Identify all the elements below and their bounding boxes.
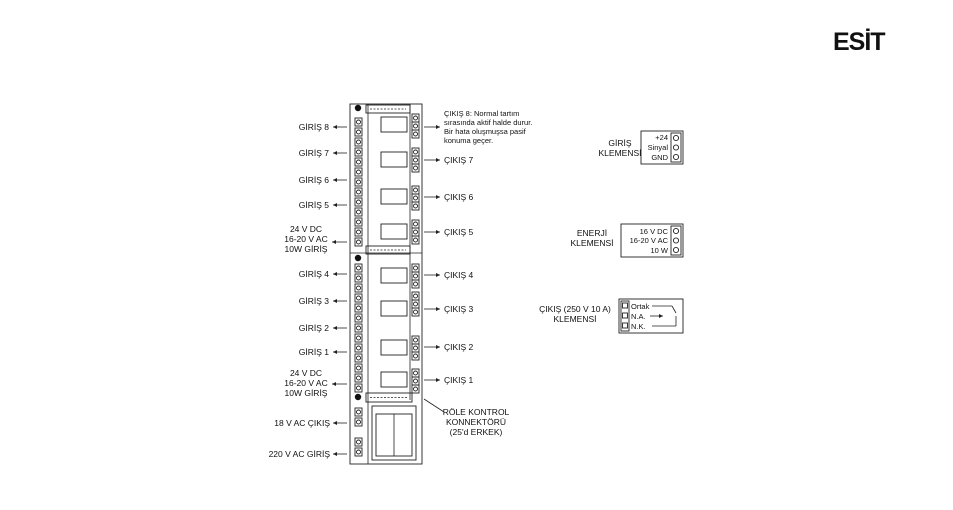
relay-connector-line3: (25'd ERKEK) bbox=[449, 427, 503, 437]
screw-head bbox=[414, 150, 418, 154]
screw-head bbox=[357, 386, 361, 390]
input-label-6: GİRİŞ 3 bbox=[298, 296, 329, 306]
screw-head bbox=[414, 188, 418, 192]
screw-terminal bbox=[355, 324, 362, 332]
power-bottom-line1: 24 V DC bbox=[289, 368, 323, 378]
screw-head bbox=[357, 356, 361, 360]
input-terminal-title2: KLEMENSİ bbox=[598, 148, 642, 158]
input-label-8: GİRİŞ 1 bbox=[298, 347, 329, 357]
input-terminal-title1: GİRİŞ bbox=[608, 138, 632, 148]
relay-5 bbox=[381, 224, 407, 239]
screw-terminal bbox=[355, 408, 362, 416]
power-top-line2: 16-20 V AC bbox=[284, 234, 328, 244]
screw-terminal bbox=[412, 194, 419, 202]
transformer bbox=[372, 406, 416, 460]
screw-terminal bbox=[355, 448, 362, 456]
screw-terminal bbox=[412, 352, 419, 360]
screw-head bbox=[357, 316, 361, 320]
input-label-7: GİRİŞ 2 bbox=[298, 323, 329, 333]
relay-7 bbox=[381, 152, 407, 167]
screw-head bbox=[357, 376, 361, 380]
screw-terminal bbox=[355, 128, 362, 136]
mount-hole bbox=[355, 394, 361, 400]
screw-terminal bbox=[355, 118, 362, 126]
screw-terminal bbox=[412, 114, 419, 122]
screw-head bbox=[357, 286, 361, 290]
relay-connector-line1: RÖLE KONTROL bbox=[442, 407, 510, 417]
input-arrowhead bbox=[333, 299, 337, 303]
output-pin-2: N.A. bbox=[631, 312, 646, 321]
screw-terminal bbox=[355, 218, 362, 226]
screw-head bbox=[414, 124, 418, 128]
screw-terminal bbox=[412, 156, 419, 164]
output-label-4: ÇIKIŞ 4 bbox=[444, 270, 474, 280]
screw-head bbox=[357, 190, 361, 194]
screw-terminal bbox=[355, 178, 362, 186]
relay-4 bbox=[381, 268, 407, 283]
screw-terminal bbox=[412, 385, 419, 393]
screw-head bbox=[357, 276, 361, 280]
screw-head bbox=[357, 170, 361, 174]
screw-head bbox=[357, 210, 361, 214]
input-terminal-block bbox=[599, 131, 684, 164]
output-pin-1: Ortak bbox=[631, 302, 650, 311]
output-label-3: ÇIKIŞ 5 bbox=[444, 227, 474, 237]
screw-head bbox=[414, 166, 418, 170]
screw-head bbox=[414, 346, 418, 350]
screw-head bbox=[414, 204, 418, 208]
screw-terminal bbox=[355, 354, 362, 362]
input-arrowhead bbox=[333, 125, 337, 129]
input-arrowhead bbox=[333, 151, 337, 155]
screw-terminal bbox=[355, 344, 362, 352]
screw-head bbox=[357, 346, 361, 350]
relay-connector-label bbox=[424, 399, 510, 437]
input-pin-2: Sinyal bbox=[647, 143, 668, 152]
screw-head bbox=[414, 294, 418, 298]
screw-terminal bbox=[355, 138, 362, 146]
screw-head bbox=[414, 302, 418, 306]
screw-terminal bbox=[355, 438, 362, 446]
screw-head bbox=[357, 200, 361, 204]
input-arrowhead bbox=[333, 350, 337, 354]
output8-note-line4: konuma geçer. bbox=[444, 136, 494, 145]
screw-terminal bbox=[355, 188, 362, 196]
output-arrowhead bbox=[436, 345, 440, 349]
output-terminal-block bbox=[539, 299, 683, 333]
screw-head bbox=[357, 410, 361, 414]
output-terminal-title2: KLEMENSİ bbox=[553, 314, 597, 324]
screw-head bbox=[357, 150, 361, 154]
screw-head bbox=[414, 274, 418, 278]
relay-8 bbox=[381, 117, 407, 132]
screw-terminal bbox=[355, 274, 362, 282]
screw-terminal bbox=[412, 202, 419, 210]
screw-terminal bbox=[355, 198, 362, 206]
screw-head bbox=[414, 354, 418, 358]
screw-head bbox=[357, 220, 361, 224]
screw-head bbox=[357, 130, 361, 134]
power-terminal-title1: ENERJİ bbox=[576, 228, 608, 238]
screw-terminal bbox=[412, 292, 419, 300]
right-terminal-strip bbox=[412, 114, 419, 393]
screw-terminal bbox=[412, 228, 419, 236]
logo-text: ESİT bbox=[833, 28, 885, 56]
screw-terminal bbox=[412, 236, 419, 244]
screw-terminal bbox=[412, 264, 419, 272]
relay-2 bbox=[381, 340, 407, 355]
output-arrowhead bbox=[436, 273, 440, 277]
screw-head bbox=[414, 196, 418, 200]
output-arrowhead bbox=[436, 307, 440, 311]
screw-head bbox=[414, 371, 418, 375]
ac-out-arrowhead bbox=[333, 421, 337, 425]
screw-terminal bbox=[412, 344, 419, 352]
screw-head bbox=[357, 296, 361, 300]
relay-control-connector bbox=[366, 393, 412, 402]
screw-head bbox=[414, 116, 418, 120]
input-label-2: GİRİŞ 7 bbox=[298, 148, 329, 158]
top-connector bbox=[366, 105, 410, 113]
output-label-7: ÇIKIŞ 1 bbox=[444, 375, 474, 385]
input-label-1: GİRİŞ 8 bbox=[298, 122, 329, 132]
screw-head bbox=[414, 282, 418, 286]
mount-hole bbox=[355, 105, 361, 111]
output-labels bbox=[424, 155, 474, 385]
input-label-4: GİRİŞ 5 bbox=[298, 200, 329, 210]
output-arrowhead bbox=[436, 195, 440, 199]
output-arrowhead bbox=[436, 378, 440, 382]
output-label-5: ÇIKIŞ 3 bbox=[444, 304, 474, 314]
input-arrowhead bbox=[333, 178, 337, 182]
screw-head bbox=[357, 180, 361, 184]
output-terminal-title1: ÇIKIŞ (250 V 10 A) bbox=[539, 304, 611, 314]
output8-note-line1: ÇIKIŞ 8: Normal tartım bbox=[444, 109, 520, 118]
screw-head bbox=[357, 366, 361, 370]
screw-head bbox=[357, 450, 361, 454]
power-top-line1: 24 V DC bbox=[289, 224, 323, 234]
relay-6 bbox=[381, 189, 407, 204]
screw-head bbox=[414, 230, 418, 234]
screw-head bbox=[357, 440, 361, 444]
screw-head bbox=[414, 222, 418, 226]
ac-out-label: 18 V AC ÇIKIŞ bbox=[274, 418, 330, 428]
screw-head bbox=[414, 132, 418, 136]
screw-head bbox=[414, 158, 418, 162]
screw-terminal bbox=[355, 364, 362, 372]
power-terminal-title2: KLEMENSİ bbox=[570, 238, 614, 248]
screw-terminal bbox=[355, 294, 362, 302]
power-pin-2: 16-20 V AC bbox=[629, 236, 668, 245]
screw-terminal bbox=[412, 122, 419, 130]
screw-terminal bbox=[412, 377, 419, 385]
screw-terminal bbox=[355, 168, 362, 176]
input-pin-1: +24 bbox=[655, 133, 668, 142]
screw-terminal bbox=[412, 148, 419, 156]
screw-terminal bbox=[355, 334, 362, 342]
screw-head bbox=[414, 379, 418, 383]
input-label-3: GİRİŞ 6 bbox=[298, 175, 329, 185]
screw-terminal bbox=[355, 208, 362, 216]
ac-in-arrowhead bbox=[333, 452, 337, 456]
screw-terminal bbox=[412, 272, 419, 280]
screw-head bbox=[357, 140, 361, 144]
ac-in-label: 220 V AC GİRİŞ bbox=[268, 449, 330, 459]
screw-terminal bbox=[355, 418, 362, 426]
screw-terminal bbox=[412, 280, 419, 288]
screw-terminal bbox=[412, 164, 419, 172]
power-pin-1: 16 V DC bbox=[639, 227, 668, 236]
screw-terminal bbox=[355, 264, 362, 272]
screw-terminal bbox=[355, 304, 362, 312]
screw-terminal bbox=[355, 374, 362, 382]
screw-head bbox=[357, 120, 361, 124]
screw-head bbox=[414, 338, 418, 342]
input-pin-3: GND bbox=[651, 153, 668, 162]
input-arrowhead bbox=[333, 203, 337, 207]
output-label-2: ÇIKIŞ 6 bbox=[444, 192, 474, 202]
screw-head bbox=[357, 306, 361, 310]
relay-1 bbox=[381, 372, 407, 387]
power-bottom-arrowhead bbox=[332, 382, 336, 386]
screw-head bbox=[357, 240, 361, 244]
screw-terminal bbox=[412, 336, 419, 344]
screw-head bbox=[414, 238, 418, 242]
screw-terminal bbox=[412, 186, 419, 194]
screw-head bbox=[357, 266, 361, 270]
screw-head bbox=[414, 266, 418, 270]
screw-head bbox=[357, 230, 361, 234]
input-arrowhead bbox=[333, 326, 337, 330]
screw-head bbox=[414, 387, 418, 391]
screw-head bbox=[414, 310, 418, 314]
power-pin-3: 10 W bbox=[650, 246, 668, 255]
screw-terminal bbox=[412, 308, 419, 316]
output8-note bbox=[424, 109, 532, 145]
left-terminal-strip bbox=[355, 118, 362, 456]
input-arrowhead bbox=[333, 272, 337, 276]
input-label-5: GİRİŞ 4 bbox=[298, 269, 329, 279]
screw-terminal bbox=[355, 384, 362, 392]
screw-head bbox=[357, 420, 361, 424]
output-label-1: ÇIKIŞ 7 bbox=[444, 155, 474, 165]
screw-terminal bbox=[355, 158, 362, 166]
relay-connector-line2: KONNEKTÖRÜ bbox=[446, 417, 506, 427]
output-label-6: ÇIKIŞ 2 bbox=[444, 342, 474, 352]
screw-terminal bbox=[355, 238, 362, 246]
output8-note-line2: sırasında aktif halde durur. bbox=[444, 118, 533, 127]
output8-note-line3: Bir hata oluşmuşsa pasif bbox=[444, 127, 526, 136]
screw-terminal bbox=[355, 148, 362, 156]
relay-3 bbox=[381, 301, 407, 316]
power-terminal-block bbox=[571, 224, 684, 257]
screw-terminal bbox=[412, 300, 419, 308]
power-top-arrowhead bbox=[332, 240, 336, 244]
screw-head bbox=[357, 326, 361, 330]
screw-terminal bbox=[355, 284, 362, 292]
screw-terminal bbox=[412, 369, 419, 377]
power-bottom-line2: 16-20 V AC bbox=[284, 378, 328, 388]
screw-terminal bbox=[355, 314, 362, 322]
power-top-line3: 10W GİRİŞ bbox=[284, 244, 328, 254]
output-arrowhead bbox=[436, 158, 440, 162]
screw-terminal bbox=[412, 220, 419, 228]
screw-terminal bbox=[412, 130, 419, 138]
screw-terminal bbox=[355, 228, 362, 236]
screw-head bbox=[357, 336, 361, 340]
output-arrowhead bbox=[436, 230, 440, 234]
screw-head bbox=[357, 160, 361, 164]
output-pin-3: N.K. bbox=[631, 322, 646, 331]
mount-hole bbox=[355, 255, 361, 261]
power-bottom-line3: 10W GİRİŞ bbox=[284, 388, 328, 398]
